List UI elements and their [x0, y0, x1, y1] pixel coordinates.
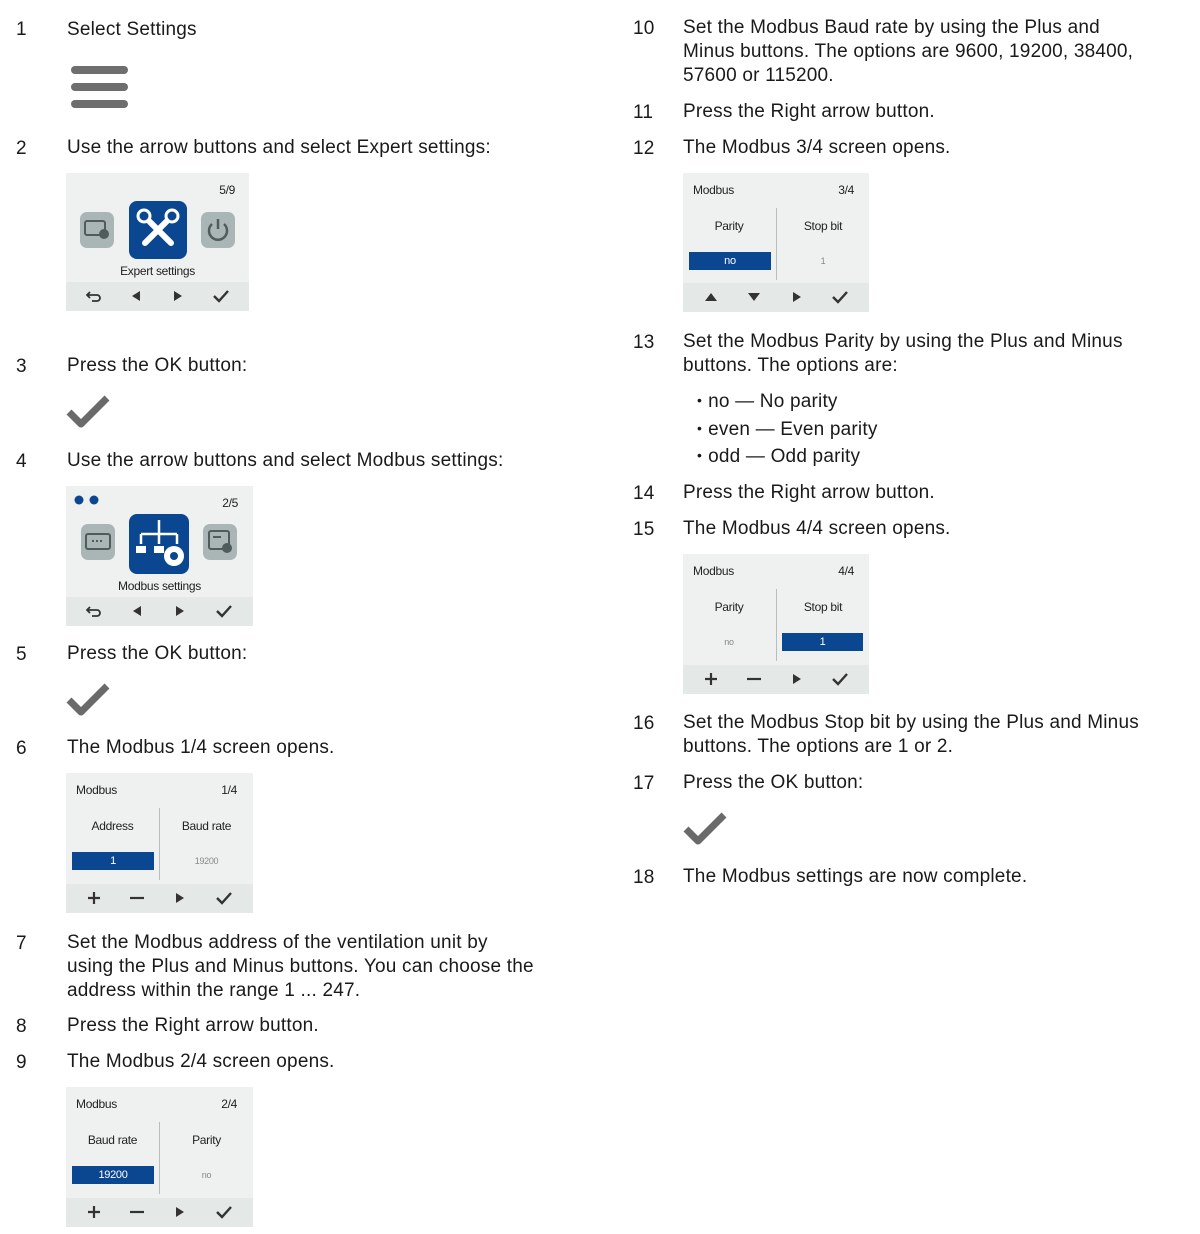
step-number: 12 — [633, 138, 655, 159]
screen-title: Modbus — [76, 1097, 117, 1111]
step-number: 18 — [633, 867, 655, 888]
checkmark-icon — [683, 811, 727, 845]
step-number: 5 — [16, 644, 27, 665]
left-arrow-button[interactable] — [116, 282, 156, 311]
step-number: 6 — [16, 738, 27, 759]
network-icon — [203, 524, 237, 560]
screen-title: Modbus — [693, 183, 734, 197]
plus-icon — [87, 1205, 101, 1219]
back-button[interactable] — [74, 282, 114, 311]
stop-bit-value: 1 — [820, 256, 826, 266]
step-text: Press the OK button: — [67, 355, 248, 376]
step-number: 13 — [633, 332, 655, 353]
step-text-line: Minus buttons. The options are 9600, 19200, 38400, — [683, 41, 1134, 62]
left-arrow-icon — [130, 604, 144, 618]
right-arrow-button[interactable] — [777, 283, 817, 312]
plus-icon — [87, 891, 101, 905]
right-arrow-icon — [790, 672, 804, 686]
baud-rate-value-selected[interactable]: 19200 — [72, 1166, 154, 1184]
page-indicator: 5/9 — [219, 183, 235, 197]
right-arrow-button[interactable] — [160, 1198, 200, 1227]
step-text-line: using the Plus and Minus buttons. You can choose the — [67, 956, 534, 977]
power-tile[interactable] — [201, 212, 235, 248]
step-text-line: buttons. The options are: — [683, 355, 898, 376]
baud-rate-value: 19200 — [194, 856, 219, 866]
display-settings-tile[interactable] — [80, 212, 114, 248]
page-indicator: 1/4 — [221, 783, 237, 797]
modbus-screen-1-of-4 — [66, 773, 253, 913]
step-text-line: Set the Modbus Parity by using the Plus and Minus — [683, 331, 1123, 352]
step-number: 15 — [633, 519, 655, 540]
checkmark-icon — [213, 289, 229, 303]
minus-icon — [746, 672, 762, 686]
display-settings-icon — [80, 212, 114, 248]
checkmark-icon — [66, 682, 110, 716]
column-label-baud-rate: Baud rate — [87, 1133, 138, 1147]
hamburger-menu-icon — [70, 64, 130, 112]
list-item: • even — Even parity — [697, 419, 878, 440]
column-label-parity: Parity — [714, 600, 744, 614]
step-number: 1 — [16, 19, 27, 40]
modbus-settings-menu-screen — [66, 486, 253, 626]
plus-button[interactable] — [74, 884, 114, 913]
checkmark-icon — [832, 290, 848, 304]
step-number: 8 — [16, 1016, 27, 1037]
back-button[interactable] — [74, 597, 114, 626]
right-arrow-button[interactable] — [158, 282, 198, 311]
step-text: The Modbus settings are now complete. — [683, 866, 1028, 887]
step-text: Select Settings — [67, 19, 197, 40]
step-text: The Modbus 4/4 screen opens. — [683, 518, 951, 539]
step-number: 3 — [16, 356, 27, 377]
parity-value: no — [724, 637, 734, 647]
ok-button[interactable] — [204, 597, 244, 626]
column-label-parity: Parity — [192, 1133, 221, 1147]
address-value-selected[interactable]: 1 — [72, 852, 154, 870]
ok-button[interactable] — [204, 884, 244, 913]
button-bar — [683, 665, 869, 694]
power-icon — [201, 212, 235, 248]
column-label-stop-bit: Stop bit — [803, 600, 843, 614]
button-bar — [683, 283, 869, 312]
step-text: Press the Right arrow button. — [683, 101, 935, 122]
button-bar — [66, 884, 253, 913]
screen-title: Modbus — [76, 783, 117, 797]
right-arrow-icon — [173, 604, 187, 618]
up-arrow-button[interactable] — [691, 283, 731, 312]
right-arrow-icon — [790, 290, 804, 304]
step-text-line: Set the Modbus Stop bit by using the Plus and Minus — [683, 712, 1139, 733]
left-arrow-icon — [129, 289, 143, 303]
right-arrow-icon — [171, 289, 185, 303]
expert-settings-tile[interactable] — [129, 201, 187, 259]
display-tile[interactable] — [81, 524, 115, 560]
modbus-screen-4-of-4 — [683, 554, 869, 694]
column-label-stop-bit: Stop bit — [803, 219, 843, 233]
right-arrow-button[interactable] — [160, 884, 200, 913]
step-number: 9 — [16, 1052, 27, 1073]
tile-caption: Expert settings — [120, 264, 195, 278]
column-label-address: Address — [91, 819, 134, 833]
back-icon — [86, 289, 102, 303]
modbus-screen-3-of-4 — [683, 173, 869, 312]
button-bar — [66, 597, 253, 626]
parity-value: no — [201, 1170, 212, 1180]
column-divider — [159, 1122, 160, 1194]
right-arrow-icon — [173, 1205, 187, 1219]
step-text: Use the arrow buttons and select Expert settings: — [67, 137, 491, 158]
back-icon — [86, 604, 102, 618]
page-indicator: 2/5 — [222, 496, 238, 510]
list-item: • no — No parity — [697, 391, 838, 412]
button-bar — [66, 1198, 253, 1227]
column-label-parity: Parity — [714, 219, 744, 233]
step-number: 2 — [16, 138, 27, 159]
column-divider — [776, 208, 777, 280]
button-bar — [66, 282, 249, 311]
stop-bit-value-selected[interactable]: 1 — [782, 633, 863, 651]
step-text: Use the arrow buttons and select Modbus settings: — [67, 450, 504, 471]
modbus-settings-tile[interactable] — [129, 514, 189, 574]
pager-dots — [74, 494, 104, 506]
plus-button[interactable] — [74, 1198, 114, 1227]
step-text: Press the Right arrow button. — [67, 1015, 319, 1036]
ok-button[interactable] — [820, 283, 860, 312]
step-text: Press the OK button: — [67, 643, 248, 664]
tile-caption: Modbus settings — [118, 579, 201, 593]
step-number: 7 — [16, 933, 27, 954]
screen-title: Modbus — [693, 564, 734, 578]
step-text: The Modbus 1/4 screen opens. — [67, 737, 335, 758]
right-arrow-button[interactable] — [160, 597, 200, 626]
column-divider — [776, 589, 777, 661]
checkmark-icon — [66, 394, 110, 428]
step-number: 14 — [633, 483, 655, 504]
ok-button[interactable] — [201, 282, 241, 311]
up-arrow-icon — [704, 290, 718, 304]
ok-button[interactable] — [204, 1198, 244, 1227]
step-number: 11 — [633, 102, 654, 123]
network-tile[interactable] — [203, 524, 237, 560]
tools-icon — [129, 201, 187, 259]
step-text: Press the OK button: — [683, 772, 864, 793]
step-text-line: Set the Modbus Baud rate by using the Plus and — [683, 17, 1100, 38]
modbus-screen-2-of-4 — [66, 1087, 253, 1227]
checkmark-icon — [832, 672, 848, 686]
step-text: Press the Right arrow button. — [683, 482, 935, 503]
page-indicator: 4/4 — [838, 564, 854, 578]
step-number: 4 — [16, 451, 27, 472]
minus-button[interactable] — [117, 884, 157, 913]
step-text: The Modbus 2/4 screen opens. — [67, 1051, 335, 1072]
checkmark-icon — [216, 891, 232, 905]
step-text: The Modbus 3/4 screen opens. — [683, 137, 951, 158]
down-arrow-button[interactable] — [734, 283, 774, 312]
step-text-line: Set the Modbus address of the ventilation unit by — [67, 932, 488, 953]
step-text-line: address within the range 1 ... 247. — [67, 980, 361, 1001]
right-arrow-button[interactable] — [777, 665, 817, 694]
step-number: 17 — [633, 773, 655, 794]
left-arrow-button[interactable] — [117, 597, 157, 626]
list-item: • odd — Odd parity — [697, 446, 861, 467]
down-arrow-icon — [747, 290, 761, 304]
step-number: 16 — [633, 713, 655, 734]
plus-icon — [704, 672, 718, 686]
ok-button[interactable] — [820, 665, 860, 694]
minus-icon — [129, 1205, 145, 1219]
display-icon — [81, 524, 115, 560]
network-settings-icon — [129, 514, 189, 574]
step-number: 10 — [633, 18, 655, 39]
checkmark-icon — [216, 604, 232, 618]
page-indicator: 2/4 — [221, 1097, 237, 1111]
expert-settings-screen — [66, 173, 249, 311]
parity-value-selected[interactable]: no — [689, 252, 771, 270]
page-indicator: 3/4 — [838, 183, 854, 197]
column-label-baud-rate: Baud rate — [181, 819, 232, 833]
minus-icon — [129, 891, 145, 905]
plus-button[interactable] — [691, 665, 731, 694]
step-text-line: 57600 or 115200. — [683, 65, 834, 86]
minus-button[interactable] — [734, 665, 774, 694]
step-text-line: buttons. The options are 1 or 2. — [683, 736, 954, 757]
minus-button[interactable] — [117, 1198, 157, 1227]
column-divider — [159, 808, 160, 880]
checkmark-icon — [216, 1205, 232, 1219]
right-arrow-icon — [173, 891, 187, 905]
